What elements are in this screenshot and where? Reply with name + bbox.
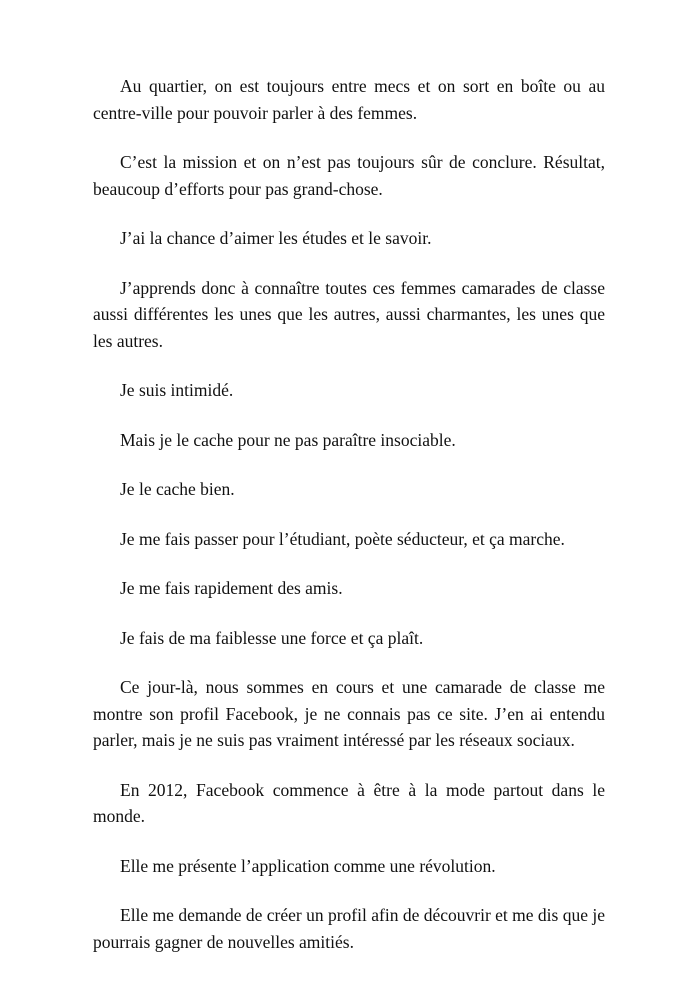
paragraph: Je me fais passer pour l’étudiant, poète séducteur, et ça marche. [120,528,565,549]
paragraph: En 2012, Facebook commence à être à la mode partout dans le monde. [93,779,605,826]
paragraph: Je fais de ma faiblesse une force et ça plaît. [120,627,424,648]
paragraph: Elle me présente l’application comme une révolution. [120,855,496,876]
paragraph: Au quartier, on est toujours entre mecs et on sort en boîte ou au centre-ville pour pouvoir parler à des femmes. [93,76,605,123]
paragraph: C’est la mission et on n’est pas toujours sûr de conclure. Résultat, beaucoup d’efforts pour pas grand-chose. [93,152,605,199]
paragraph: J’ai la chance d’aimer les études et le savoir. [120,228,432,248]
paragraph: Ce jour-là, nous sommes en cours et une camarade de classe me montre son profil Facebook, je ne connais pas ce site. J’en ai entendu parler, mais je ne suis pas vraiment intéressé par les réseaux sociaux. [93,677,605,750]
document-body [93,73,605,978]
paragraph: J’apprends donc à connaître toutes ces femmes camarades de classe aussi différentes les unes que les autres, aussi charmantes, les unes que les autres. [93,277,605,351]
paragraph: Elle me demande de créer un profil afin de découvrir et me dis que je pourrais gagner de nouvelles amitiés. [93,905,605,952]
paragraph: Je me fais rapidement des amis. [120,578,343,598]
paragraph: Je suis intimidé. [120,380,234,400]
paragraph: Mais je le cache pour ne pas paraître insociable. [120,429,456,450]
paragraph: Je le cache bien. [120,479,235,499]
